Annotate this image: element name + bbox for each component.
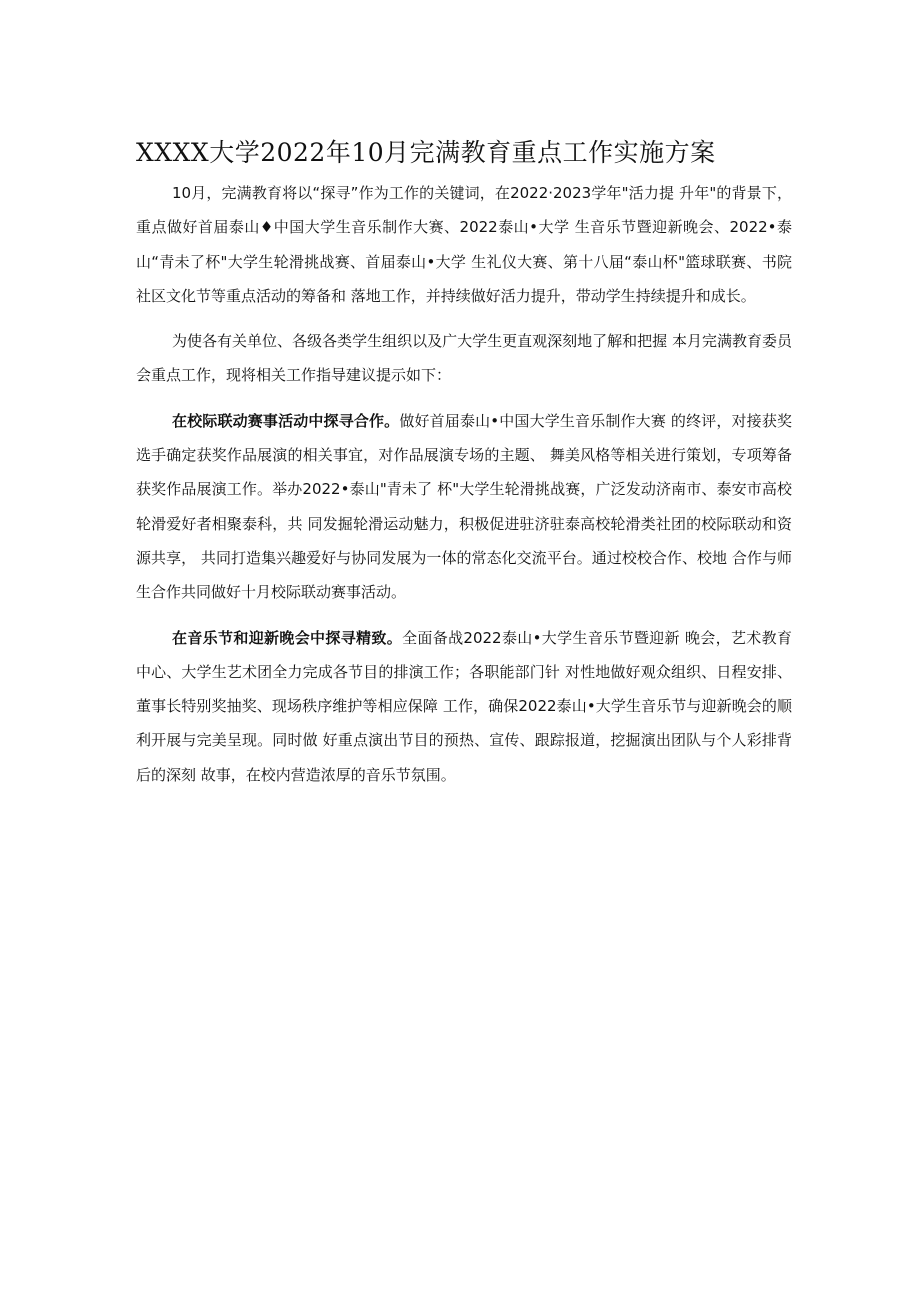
paragraph-lead-heading: 在校际联动赛事活动中探寻合作。 [172,411,400,430]
paragraph-music-festival [136,621,792,792]
paragraph-lead-heading: 在音乐节和迎新晚会中探寻精致。 [172,628,403,647]
paragraph-guidance [136,324,792,393]
paragraph-text: 为使各有关单位、各级各类学生组织以及广大学生更直观深刻地了解和把握 本月完满教育委员会重点工作，现将相关工作指导建议提示如下： [136,332,792,385]
paragraph-intro [136,176,792,313]
paragraph-inter-school-events [136,404,792,610]
paragraph-text: 做好首届泰山•中国大学生音乐制作大赛 的终评，对接获奖选手确定获奖作品展演的相关事宜，对作品展演专场的主题、 舞美风格等相关进行策划，专项筹备获奖作品展演工作。举办2022•泰山"青未了 杯"大学生轮滑挑战赛，广泛发动济南市、泰安市高校轮滑爱好者相聚泰科，共 同发掘轮滑运动魅力，积极促进驻济驻泰高校轮滑类社团的校际联动和资源共享， 共同打造集兴趣爱好与协同发展为一体的常态化交流平台。通过校校合作、校地 合作与师生合作共同做好十月校际联动赛事活动。 [136,411,792,602]
document-title: XXXX大学2022年10月完满教育重点工作实施方案 [136,138,716,167]
document-body [136,176,792,792]
paragraph-text: 10月，完满教育将以“探寻”作为工作的关键词，在2022·2023学年"活力提 升年"的背景下，重点做好首届泰山♦中国大学生音乐制作大赛、2022泰山•大学 生音乐节暨迎新晚会、2022•泰山“青未了杯"大学生轮滑挑战赛、首届泰山•大学 生礼仪大赛、第十八届“泰山杯"篮球联赛、书院社区文化节等重点活动的筹备和 落地工作，并持续做好活力提升，带动学生持续提升和成长。 [136,184,792,305]
paragraph-text: 全面备战2022泰山•大学生音乐节暨迎新 晚会，艺术教育中心、大学生艺术团全力完成各节目的排演工作；各职能部门针 对性地做好观众组织、日程安排、董事长特别奖抽奖、现场秩序维护等相应保障 工作，确保2022泰山•大学生音乐节与迎新晚会的顺利开展与完美呈现。同时做 好重点演出节目的预热、宣传、跟踪报道，挖掘演出团队与个人彩排背后的深刻 故事，在校内营造浓厚的音乐节氛围。 [136,628,792,784]
